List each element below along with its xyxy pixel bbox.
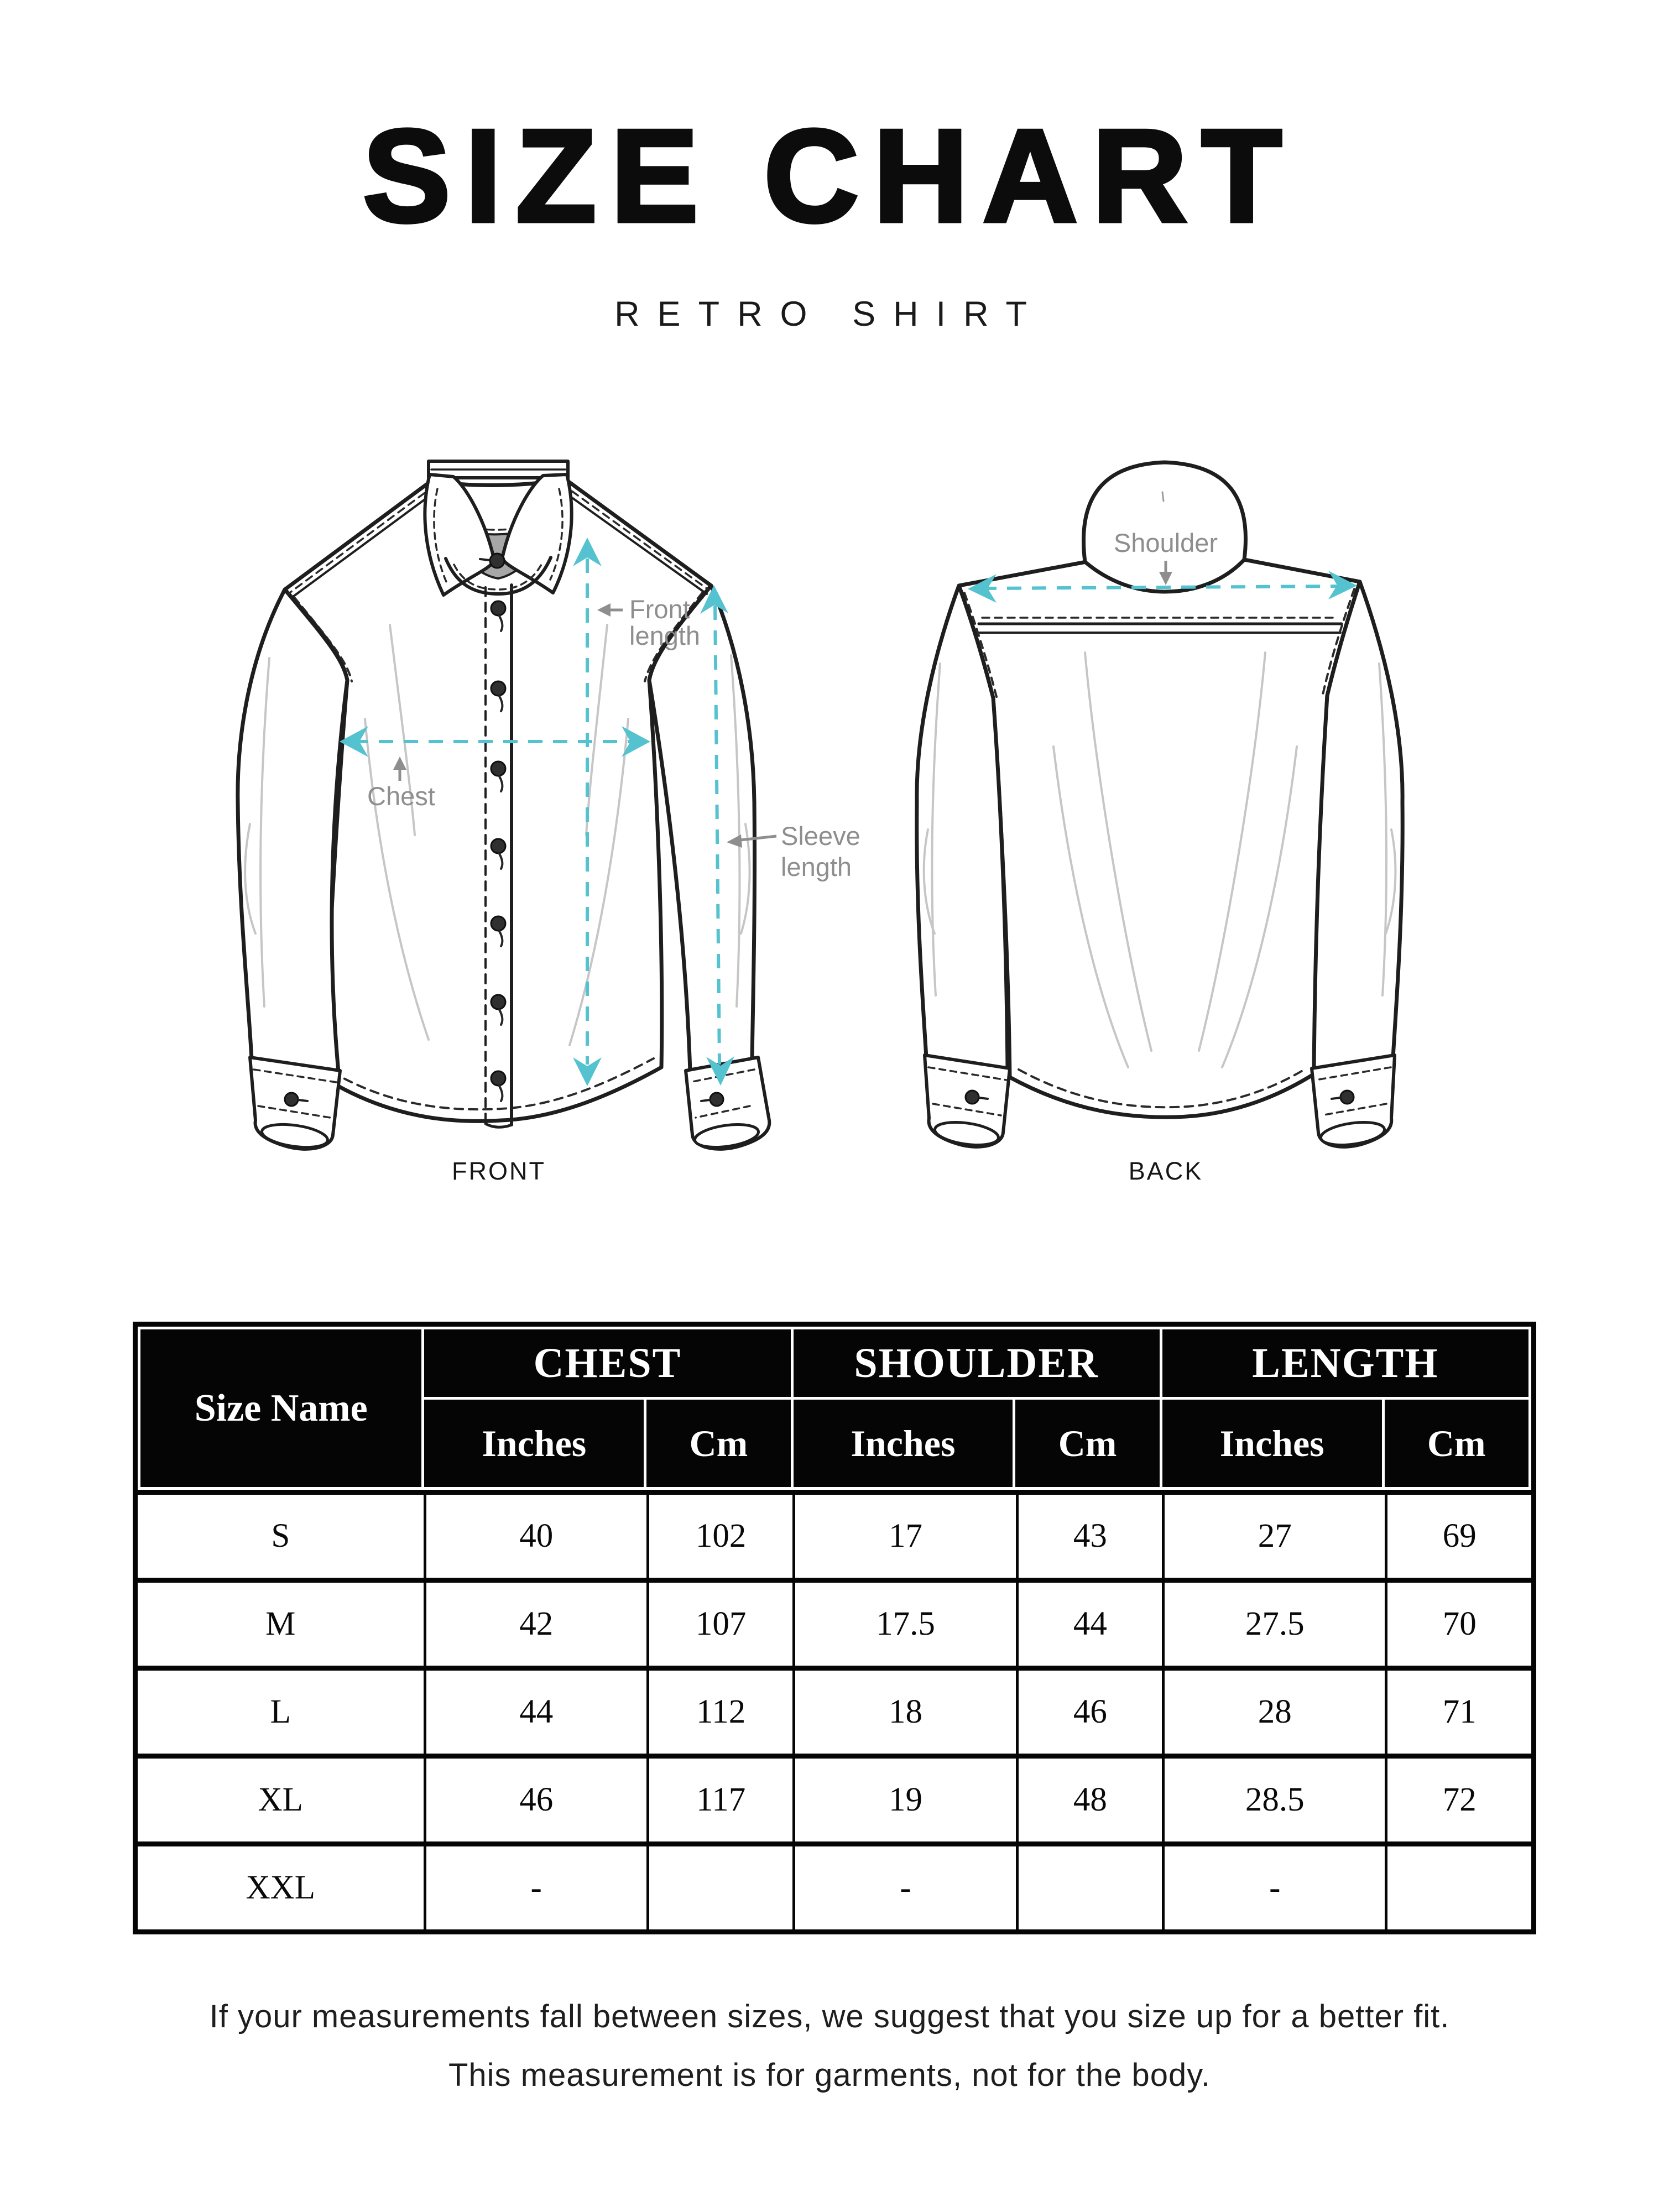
value-cell: - bbox=[1162, 1841, 1385, 1929]
header-chest-cm: Cm bbox=[646, 1400, 790, 1487]
value-cell: 69 bbox=[1385, 1490, 1531, 1578]
value-cell: 18 bbox=[792, 1666, 1015, 1754]
front-length-label: Front length bbox=[629, 594, 701, 650]
size-cell: M bbox=[138, 1578, 424, 1666]
front-caption: FRONT bbox=[452, 1157, 546, 1185]
value-cell: 48 bbox=[1016, 1754, 1162, 1841]
table-row-m bbox=[138, 1578, 1531, 1666]
value-cell: 102 bbox=[646, 1490, 793, 1578]
header-shoulder: SHOULDER bbox=[794, 1329, 1160, 1397]
size-cell: XL bbox=[138, 1754, 424, 1841]
value-cell bbox=[1385, 1841, 1531, 1929]
header-shoulder-cm: Cm bbox=[1015, 1400, 1159, 1487]
header-length: LENGTH bbox=[1162, 1329, 1528, 1397]
value-cell: 43 bbox=[1016, 1490, 1162, 1578]
size-cell: XXL bbox=[138, 1841, 424, 1929]
value-cell: 44 bbox=[1016, 1578, 1162, 1666]
value-cell: 19 bbox=[792, 1754, 1015, 1841]
back-shirt-drawing bbox=[900, 453, 1421, 1164]
value-cell: 46 bbox=[1016, 1666, 1162, 1754]
footer-line-1: If your measurements fall between sizes, we suggest that you size up for a better fit. bbox=[209, 1999, 1450, 2034]
table-row-s bbox=[138, 1490, 1531, 1578]
size-chart-table bbox=[133, 1322, 1536, 1934]
value-cell bbox=[1016, 1841, 1162, 1929]
back-shirt-lineart bbox=[917, 462, 1402, 1149]
value-cell: 44 bbox=[424, 1666, 646, 1754]
value-cell: 46 bbox=[424, 1754, 646, 1841]
value-cell: 107 bbox=[646, 1578, 793, 1666]
value-cell: 17.5 bbox=[792, 1578, 1015, 1666]
back-left-cuff bbox=[925, 1055, 1010, 1149]
value-cell: 117 bbox=[646, 1754, 793, 1841]
page-subtitle: RETRO SHIRT bbox=[614, 295, 1045, 333]
footer-line-2: This measurement is for garments, not for the body. bbox=[448, 2057, 1211, 2093]
front-right-cuff bbox=[686, 1057, 769, 1151]
back-right-cuff bbox=[1312, 1055, 1395, 1149]
value-cell: 17 bbox=[792, 1490, 1015, 1578]
value-cell: 70 bbox=[1385, 1578, 1531, 1666]
header-chest-inches: Inches bbox=[424, 1400, 644, 1487]
front-shirt-lineart bbox=[238, 461, 769, 1151]
table-header bbox=[138, 1327, 1531, 1490]
value-cell: 27.5 bbox=[1162, 1578, 1385, 1666]
size-cell: L bbox=[138, 1666, 424, 1754]
value-cell: - bbox=[424, 1841, 646, 1929]
header-length-inches: Inches bbox=[1162, 1400, 1382, 1487]
table-body bbox=[138, 1490, 1531, 1929]
value-cell: 28.5 bbox=[1162, 1754, 1385, 1841]
front-shirt-drawing bbox=[232, 451, 874, 1164]
chest-label: Chest bbox=[367, 781, 435, 811]
table-row-l bbox=[138, 1666, 1531, 1754]
value-cell bbox=[646, 1841, 793, 1929]
table-row-xl bbox=[138, 1754, 1531, 1841]
size-cell: S bbox=[138, 1490, 424, 1578]
value-cell: 42 bbox=[424, 1578, 646, 1666]
sleeve-length-label: Sleeve length bbox=[781, 821, 860, 881]
value-cell: 112 bbox=[646, 1666, 793, 1754]
header-chest: CHEST bbox=[424, 1329, 790, 1397]
value-cell: - bbox=[792, 1841, 1015, 1929]
shoulder-label: Shoulder bbox=[1113, 528, 1218, 557]
header-length-cm: Cm bbox=[1385, 1400, 1528, 1487]
value-cell: 40 bbox=[424, 1490, 646, 1578]
value-cell: 28 bbox=[1162, 1666, 1385, 1754]
value-cell: 72 bbox=[1385, 1754, 1531, 1841]
page-title: SIZE CHART bbox=[363, 103, 1296, 249]
footer-note bbox=[0, 1987, 1659, 2105]
shoulder-measure-line bbox=[982, 586, 1343, 588]
value-cell: 71 bbox=[1385, 1666, 1531, 1754]
header-size-name: Size Name bbox=[140, 1329, 421, 1487]
table-row-xxl bbox=[138, 1841, 1531, 1929]
header-shoulder-inches: Inches bbox=[794, 1400, 1013, 1487]
value-cell: 27 bbox=[1162, 1490, 1385, 1578]
back-caption: BACK bbox=[1128, 1157, 1203, 1185]
front-left-cuff bbox=[250, 1057, 340, 1151]
